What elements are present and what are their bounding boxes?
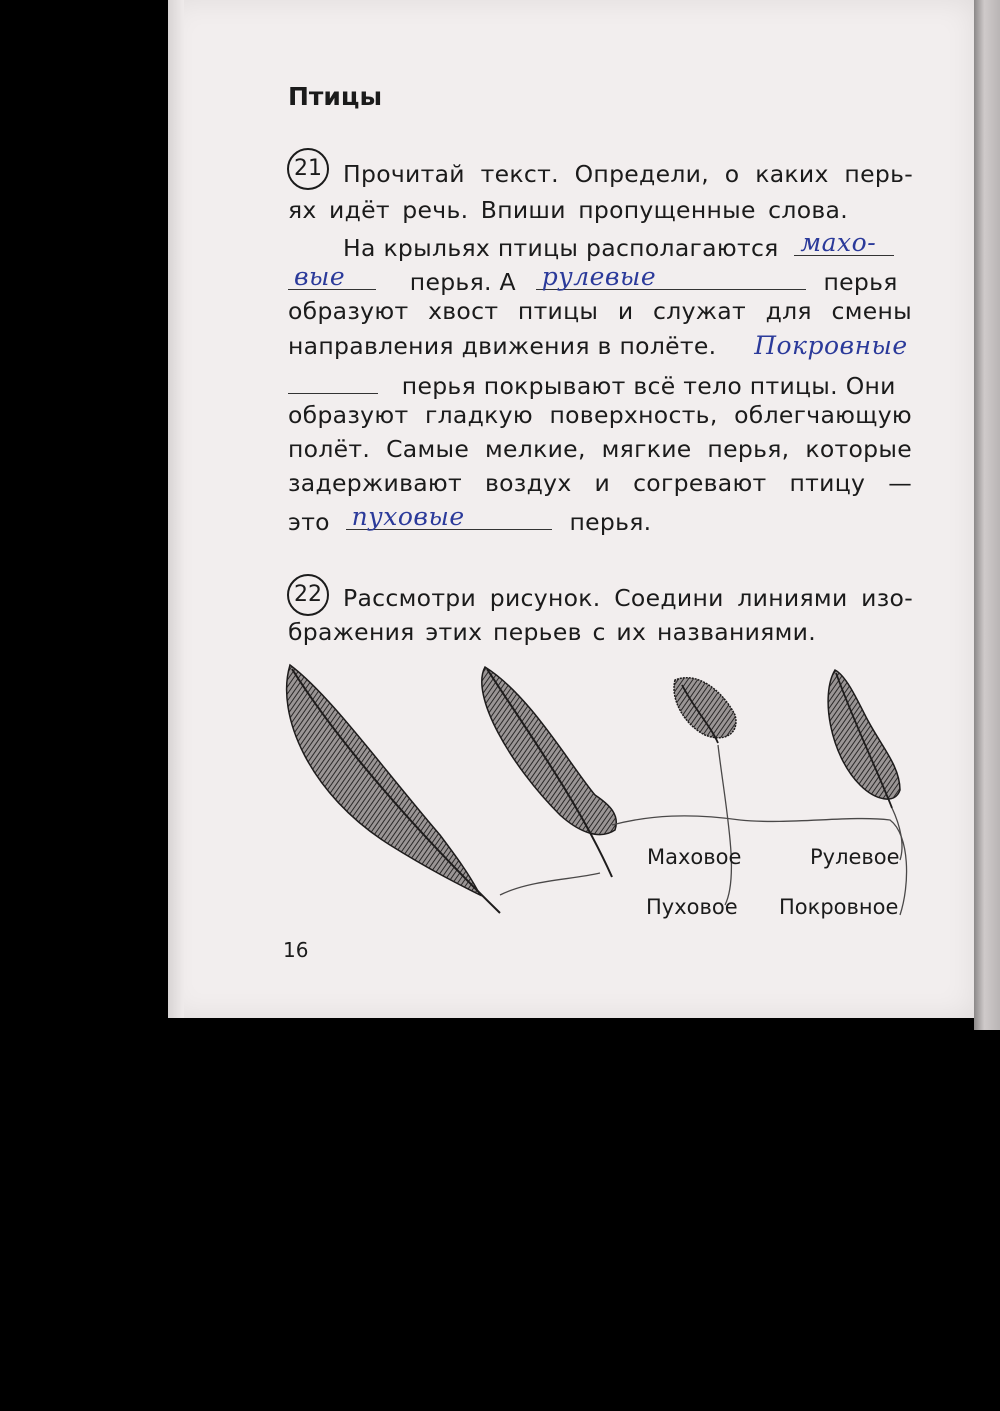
- handwritten-answer-2: рулевые: [541, 262, 657, 291]
- handwritten-answer-1-cont: вые: [294, 262, 346, 291]
- text-line-9-end: перья.: [569, 508, 652, 536]
- page-number: 16: [283, 938, 309, 962]
- text-line-2-end: перья: [823, 268, 898, 296]
- down-feather-illustration: [674, 678, 736, 743]
- task-21-instruction-line-2: ях идёт речь. Впиши пропущенные слова.: [288, 196, 848, 224]
- text-line-9-start: это: [288, 508, 330, 536]
- text-line-5-text: перья покрывают всё тело птицы. Они: [401, 372, 896, 400]
- answer-blank-1[interactable]: [794, 229, 894, 256]
- task-21-instruction-line-1: Прочитай текст. Определи, о каких перь-: [343, 160, 913, 188]
- task-22-instruction-line-2: бражения этих перьев с их названиями.: [288, 618, 816, 646]
- label-flight-feather[interactable]: Маховое: [647, 845, 742, 869]
- task-21-number: 21: [287, 148, 329, 190]
- feathers-illustration: [270, 655, 920, 925]
- text-line-2-mid: перья. А: [409, 268, 516, 296]
- answer-blank-3[interactable]: [288, 367, 378, 394]
- text-line-6: образуют гладкую поверхность, облегчающую: [288, 401, 912, 429]
- text-line-1: [343, 229, 894, 262]
- text-line-4: [288, 331, 908, 360]
- page-left-edge: [168, 0, 184, 1018]
- text-line-1-text: На крыльях птицы располагаются: [343, 234, 779, 262]
- flight-feather-illustration: [287, 665, 500, 913]
- label-down-feather[interactable]: Пуховое: [646, 895, 738, 919]
- section-title: Птицы: [288, 82, 383, 111]
- answer-blank-1-cont[interactable]: [288, 263, 376, 290]
- text-line-8: задерживают воздух и согревают птицу —: [288, 469, 912, 497]
- task-22-number: 22: [287, 574, 329, 616]
- answer-blank-4[interactable]: [346, 503, 552, 530]
- answer-blank-2[interactable]: [536, 263, 806, 290]
- text-line-3: образуют хвост птицы и служат для смены: [288, 297, 912, 325]
- next-page-edge: [974, 0, 1000, 1030]
- handwritten-answer-3: Покровные: [754, 331, 908, 360]
- tail-feather-illustration: [482, 667, 616, 877]
- handwritten-answer-1: махо-: [800, 228, 877, 257]
- text-line-9: [288, 503, 651, 536]
- task-22-instruction-line-1: Рассмотри рисунок. Соедини линиями изо-: [343, 584, 913, 612]
- label-contour-feather[interactable]: Покровное: [779, 895, 899, 919]
- contour-feather-illustration: [828, 670, 900, 808]
- handwritten-answer-4: пуховые: [351, 502, 465, 531]
- text-line-7: полёт. Самые мелкие, мягкие перья, которые: [288, 435, 912, 463]
- text-line-5: [288, 367, 896, 400]
- text-line-4-text: направления движения в полёте.: [288, 332, 717, 360]
- text-line-2: [288, 263, 912, 296]
- label-tail-feather[interactable]: Рулевое: [810, 845, 900, 869]
